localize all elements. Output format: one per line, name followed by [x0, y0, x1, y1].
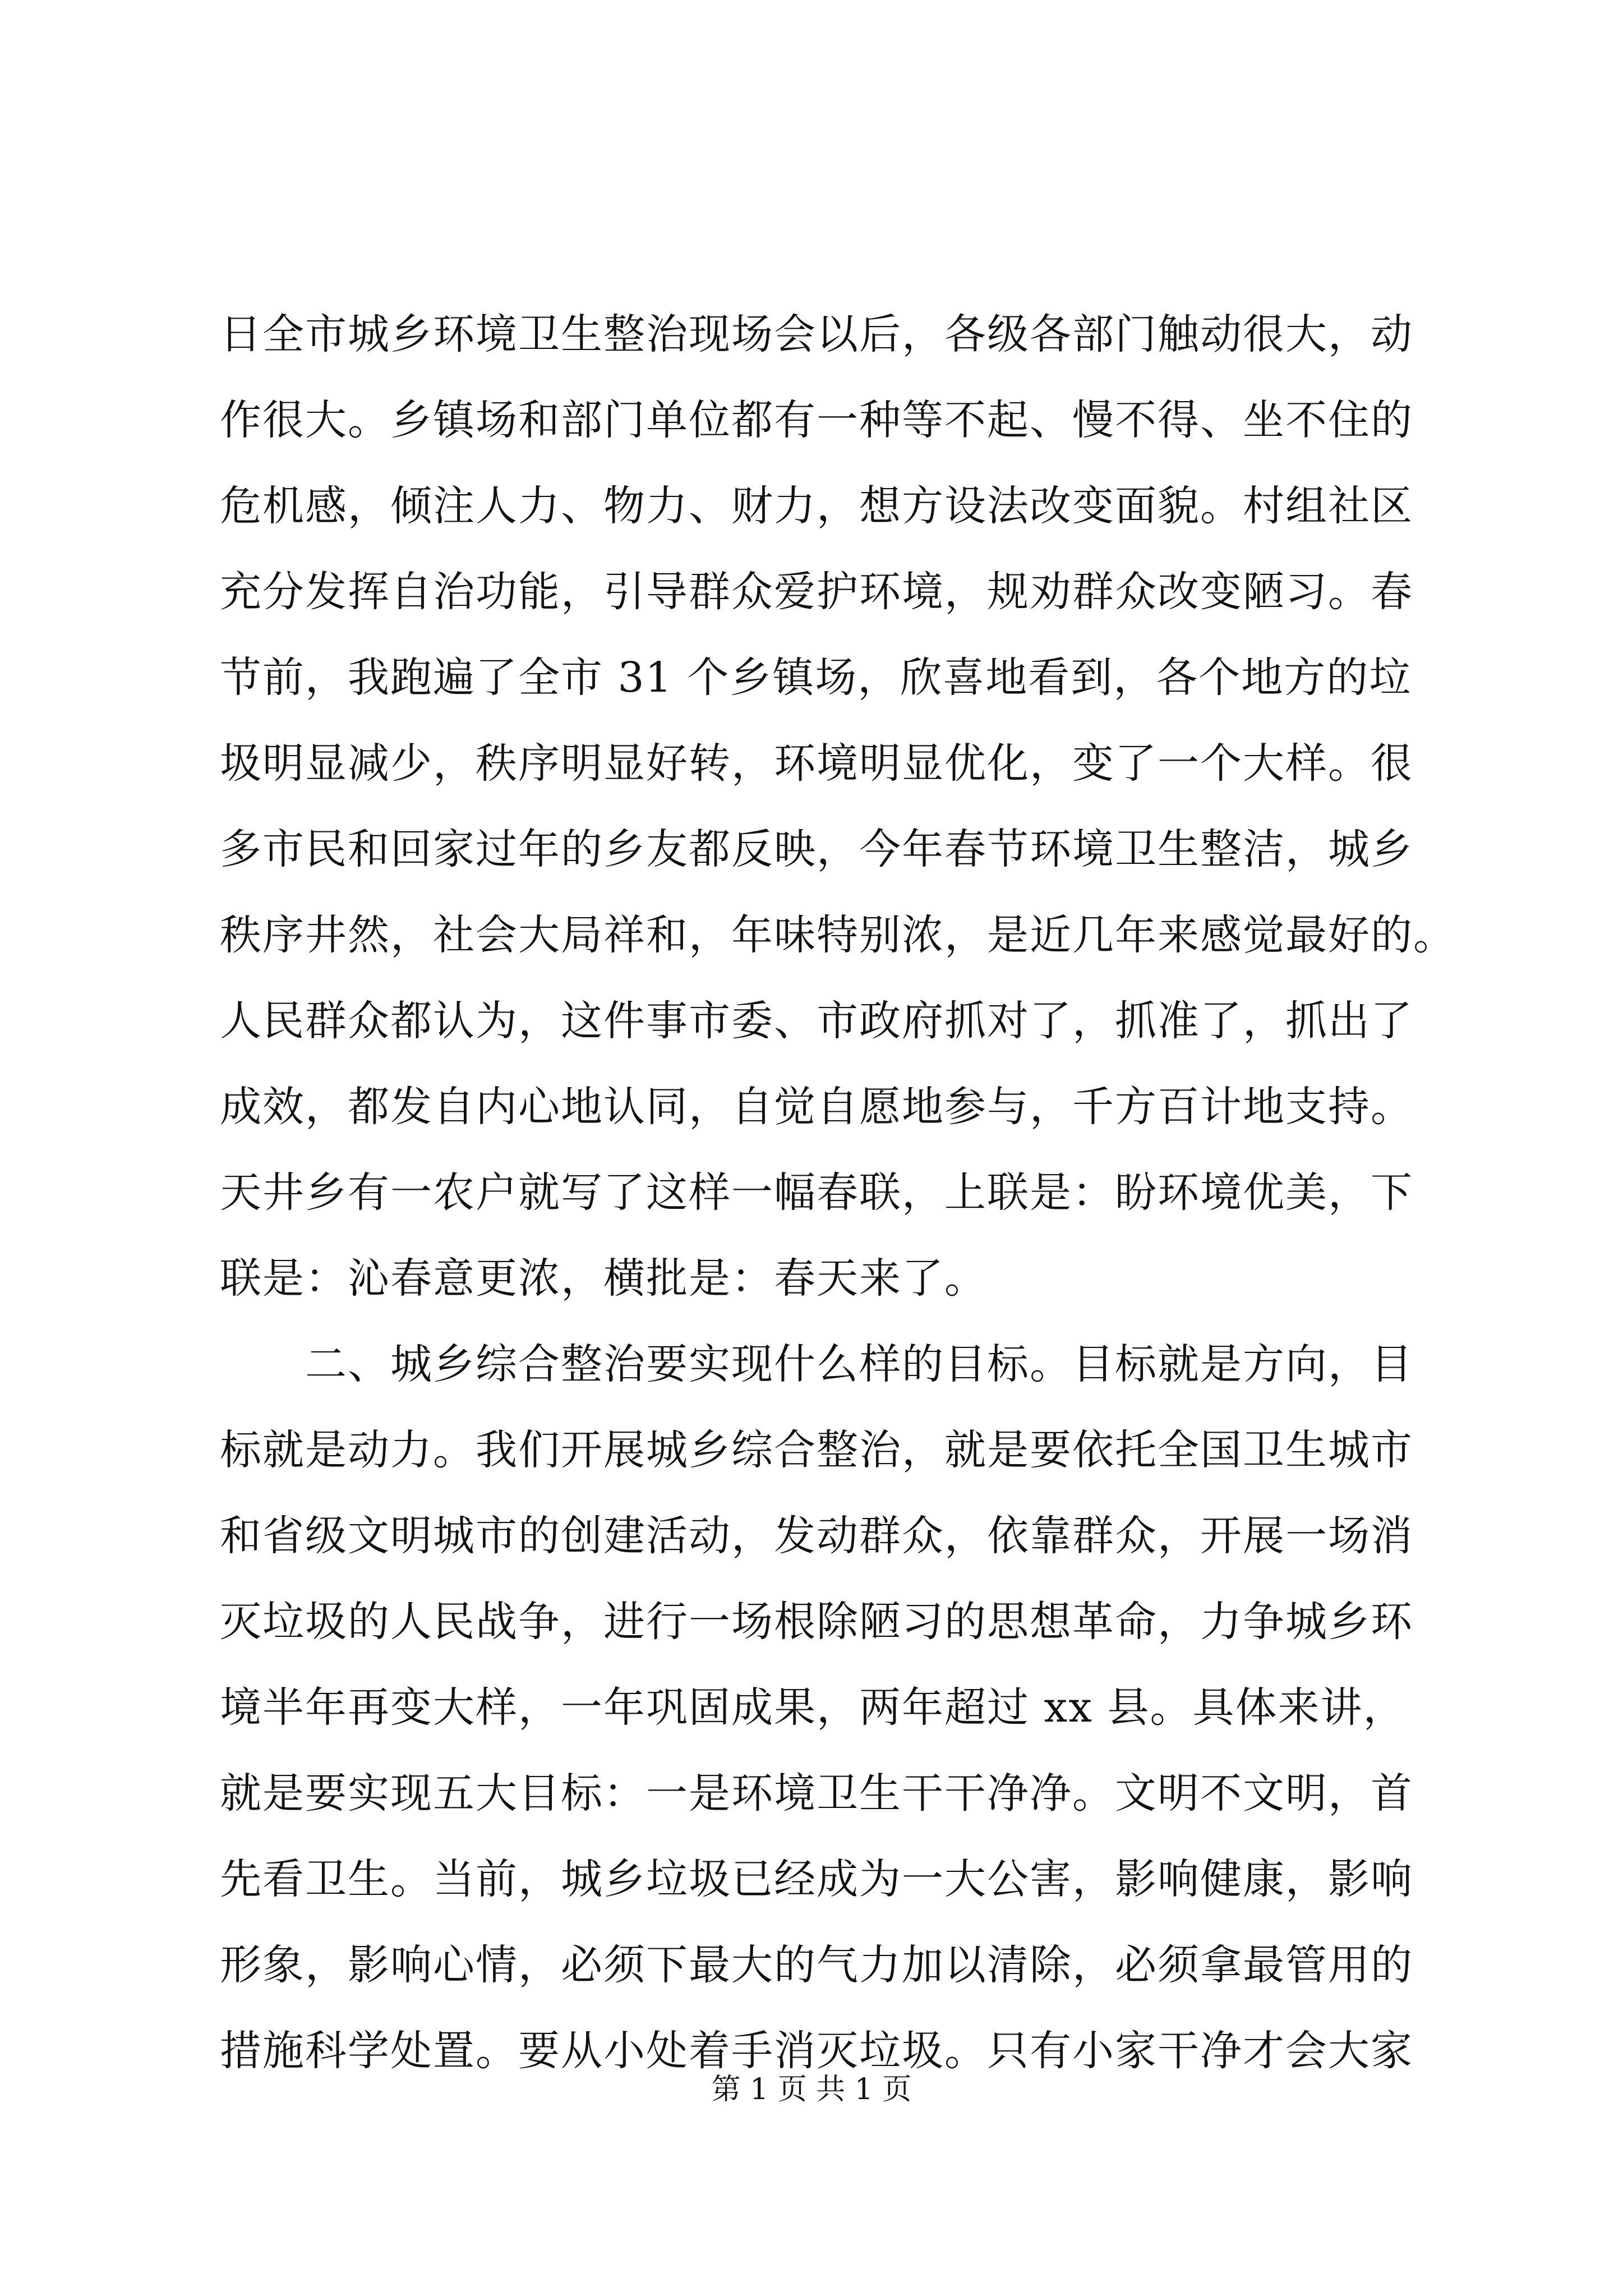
text-line: 秩序井然，社会大局祥和，年味特别浓，是近几年来感觉最好的。: [220, 911, 1456, 959]
body-text: [220, 292, 1456, 2094]
text-line: 成效，都发自内心地认同，自觉自愿地参与，千方百计地支持。: [220, 1083, 1413, 1131]
text-line: 标就是动力。我们开展城乡综合整治，就是要依托全国卫生城市: [220, 1426, 1413, 1474]
text-line: 境半年再变大样，一年巩固成果，两年超过 xx 县。具体来讲，: [220, 1683, 1406, 1732]
text-line: 形象，影响心情，必须下最大的气力加以清除，必须拿最管用的: [220, 1941, 1413, 1989]
text-line: 充分发挥自治功能，引导群众爱护环境，规劝群众改变陋习。春: [220, 568, 1413, 616]
text-line: 圾明显减少，秩序明显好转，环境明显优化，变了一个大样。很: [220, 739, 1413, 788]
text-line: 日全市城乡环境卫生整治现场会以后，各级各部门触动很大，动: [220, 310, 1413, 358]
page-number-label: 第 1 页 共 1 页: [711, 2073, 912, 2106]
text-line: 多市民和回家过年的乡友都反映，今年春节环境卫生整洁，城乡: [220, 825, 1413, 873]
text-line: 危机感，倾注人力、物力、财力，想方设法改变面貌。村组社区: [220, 482, 1413, 530]
text-line: 天井乡有一农户就写了这样一幅春联，上联是：盼环境优美，下: [220, 1168, 1413, 1217]
text-line: 节前，我跑遍了全市 31 个乡镇场，欣喜地看到，各个地方的垃: [220, 654, 1412, 702]
text-line: 就是要实现五大目标：一是环境卫生干干净净。文明不文明，首: [220, 1769, 1413, 1818]
text-line: 二、城乡综合整治要实现什么样的目标。目标就是方向，目: [220, 1340, 1413, 1388]
page-footer: [0, 2070, 1623, 2109]
text-line: 灭垃圾的人民战争，进行一场根除陋习的思想革命，力争城乡环: [220, 1598, 1413, 1646]
text-line: 人民群众都认为，这件事市委、市政府抓对了，抓准了，抓出了: [220, 997, 1413, 1045]
text-line: 措施科学处置。要从小处着手消灭垃圾。只有小家干净才会大家: [220, 2027, 1413, 2075]
text-line: 和省级文明城市的创建活动，发动群众，依靠群众，开展一场消: [220, 1512, 1413, 1560]
text-line: 作很大。乡镇场和部门单位都有一种等不起、慢不得、坐不住的: [220, 396, 1413, 444]
text-line: 联是：沁春意更浓，横批是：春天来了。: [220, 1254, 987, 1303]
text-line: 先看卫生。当前，城乡垃圾已经成为一大公害，影响健康，影响: [220, 1855, 1413, 1903]
